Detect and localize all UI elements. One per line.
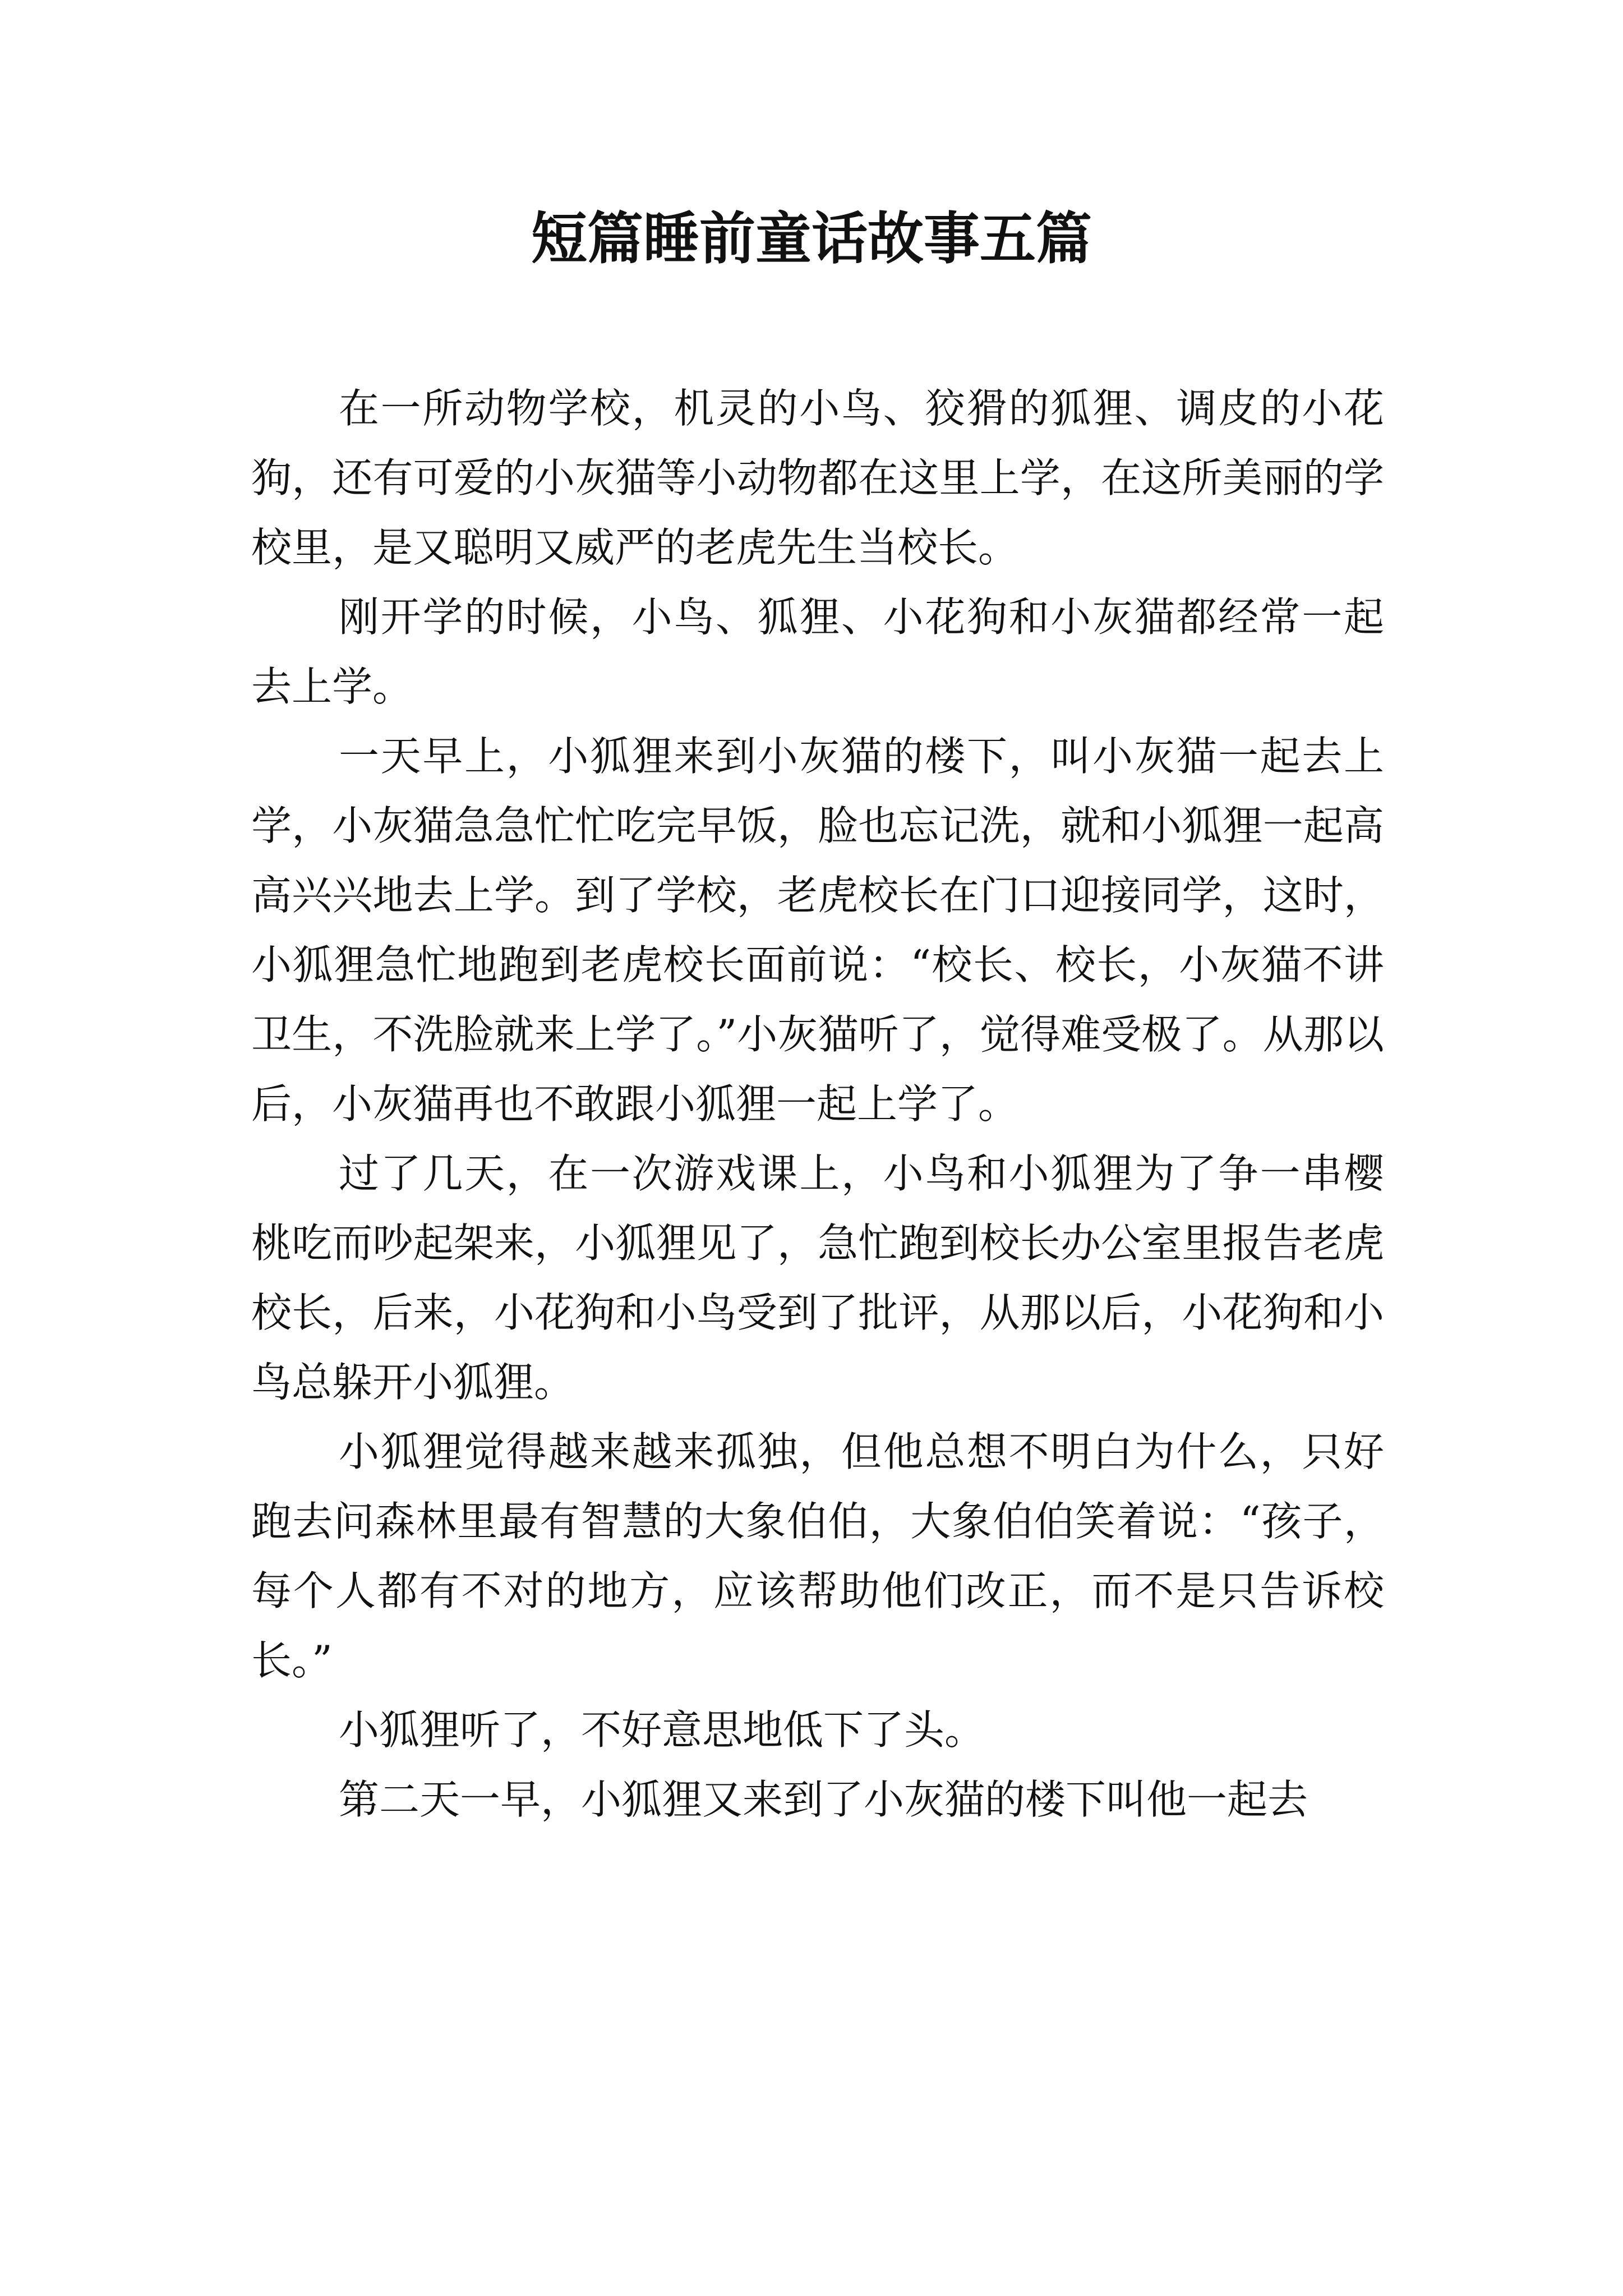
document-body: [251, 374, 1384, 1834]
paragraph-4: 过了几天，在一次游戏课上，小鸟和小狐狸为了争一串樱桃吃而吵起架来，小狐狸见了，急忙跑到校长办公室里报告老虎校长，后来，小花狗和小鸟受到了批评，从那以后，小花狗和小鸟总躲开小狐狸。: [251, 1150, 1384, 1406]
paragraph-2: 刚开学的时候，小鸟、狐狸、小花狗和小灰猫都经常一起去上学。: [251, 593, 1384, 710]
paragraph-7: 第二天一早，小狐狸又来到了小灰猫的楼下叫他一起去: [339, 1776, 1308, 1823]
document-title: 短篇睡前童话故事五篇: [531, 205, 1092, 272]
paragraph-6: 小狐狸听了，不好意思地低下了头。: [339, 1706, 985, 1754]
paragraph-1: 在一所动物学校，机灵的小鸟、狡猾的狐狸、调皮的小花狗，还有可爱的小灰猫等小动物都在这里上学，在这所美丽的学校里，是又聪明又威严的老虎先生当校长。: [251, 385, 1384, 571]
paragraph-5: 小狐狸觉得越来越来孤独，但他总想不明白为什么，只好跑去问森林里最有智慧的大象伯伯，大象伯伯笑着说：“孩子，每个人都有不对的地方，应该帮助他们改正，而不是只告诉校长。”: [251, 1428, 1384, 1684]
paragraph-3: 一天早上，小狐狸来到小灰猫的楼下，叫小灰猫一起去上学，小灰猫急急忙忙吃完早饭，脸也忘记洗，就和小狐狸一起高高兴兴地去上学。到了学校，老虎校长在门口迎接同学，这时，小狐狸急忙地跑到老虎校长面前说：“校长、校长，小灰猫不讲卫生，不洗脸就来上学了。”小灰猫听了，觉得难受极了。从那以后，小灰猫再也不敢跟小狐狸一起上学了。: [251, 733, 1384, 1128]
